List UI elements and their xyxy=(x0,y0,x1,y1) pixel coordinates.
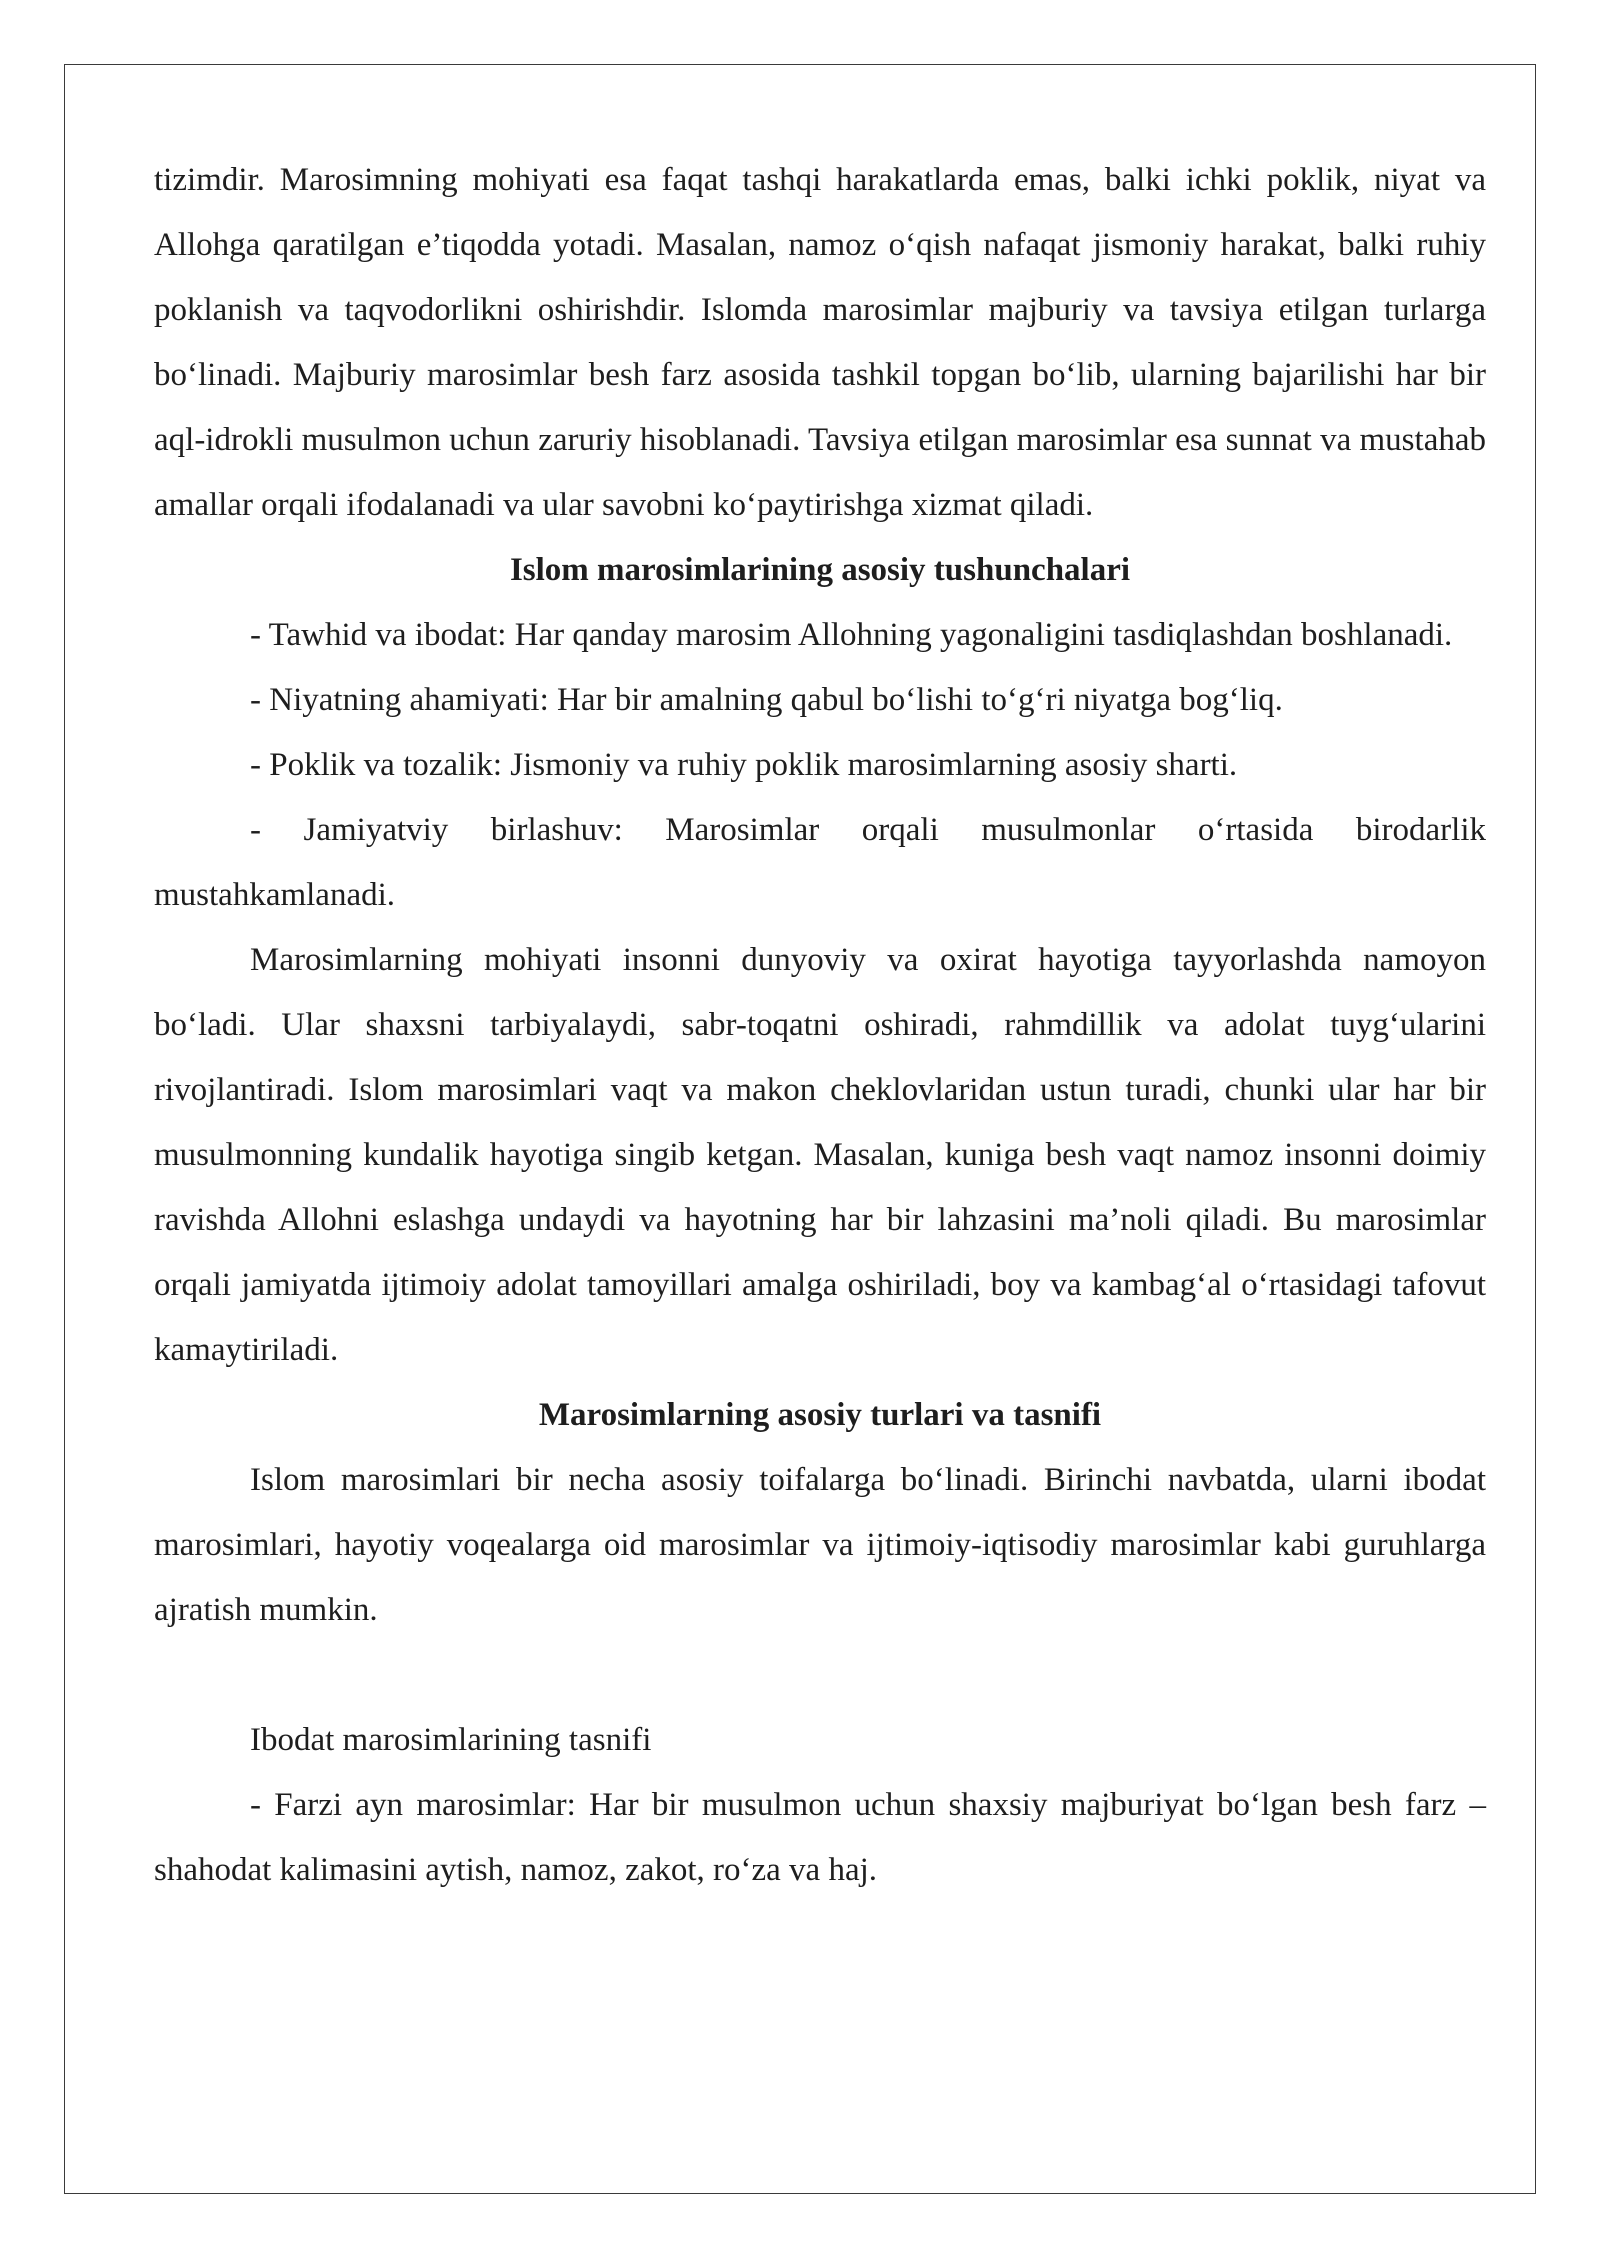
paragraph-essence: Marosimlarning mohiyati insonni dunyoviy va oxirat hayotiga tayyorlashda namoyon bo‘ladi. Ular shaxsni tarbiyalaydi, sabr-toqatni oshiradi, rahmdillik va adolat tuyg‘ularini rivojlantiradi. Islom marosimlari vaqt va makon cheklovlaridan ustun turadi, chunki ular har bir musulmonning kundalik hayotiga singib ketgan. Masalan, kuniga besh vaqt namoz insonni doimiy ravishda Allohni eslashga undaydi va hayotning har bir lahzasini ma’noli qiladi. Bu marosimlar orqali jamiyatda ijtimoiy adolat tamoyillari amalga oshiriladi, boy va kambag‘al o‘rtasidagi tafovut kamaytiriladi. xyxy=(154,942,1486,1368)
section-heading-types: Marosimlarning asosiy turlari va tasnifi xyxy=(538,1397,1102,1433)
list-item-birlashuv: - Jamiyatviy birlashuv: Marosimlar orqali musulmonlar o‘rtasida birodarlik mustahkamlanadi. xyxy=(154,812,1486,913)
blank-line xyxy=(154,1643,1486,1708)
list-item-poklik: - Poklik va tozalik: Jismoniy va ruhiy poklik marosimlarning asosiy sharti. xyxy=(250,747,1238,783)
list-item-tawhid: - Tawhid va ibodat: Har qanday marosim Allohning yagonaligini tasdiqlashdan boshlanadi. xyxy=(250,617,1453,653)
paragraph-categories: Islom marosimlari bir necha asosiy toifalarga bo‘linadi. Birinchi navbatda, ularni ibodat marosimlari, hayotiy voqealarga oid marosimlar va ijtimoiy-iqtisodiy marosimlar kabi guruhlarga ajratish mumkin. xyxy=(154,1462,1486,1628)
paragraph-farzi-ayn: - Farzi ayn marosimlar: Har bir musulmon uchun shaxsiy majburiyat bo‘lgan besh farz – shahodat kalimasini aytish, namoz, zakot, ro‘za va haj. xyxy=(154,1787,1486,1888)
list-item-niyat: - Niyatning ahamiyati: Har bir amalning qabul bo‘lishi to‘g‘ri niyatga bog‘liq. xyxy=(250,682,1283,718)
subheading-ibodat: Ibodat marosimlarining tasnifi xyxy=(250,1722,652,1758)
document-body xyxy=(154,148,1486,1903)
section-heading-concepts: Islom marosimlarining asosiy tushunchalari xyxy=(509,552,1131,588)
paragraph-intro: tizimdir. Marosimning mohiyati esa faqat tashqi harakatlarda emas, balki ichki poklik, niyat va Allohga qaratilgan e’tiqodda yotadi. Masalan, namoz o‘qish nafaqat jismoniy harakat, balki ruhiy poklanish va taqvodorlikni oshirishdir. Islomda marosimlar majburiy va tavsiya etilgan turlarga bo‘linadi. Majburiy marosimlar besh farz asosida tashkil topgan bo‘lib, ularning bajarilishi har bir aql-idrokli musulmon uchun zaruriy hisoblanadi. Tavsiya etilgan marosimlar esa sunnat va mustahab amallar orqali ifodalanadi va ular savobni ko‘paytirishga xizmat qiladi. xyxy=(154,162,1486,523)
